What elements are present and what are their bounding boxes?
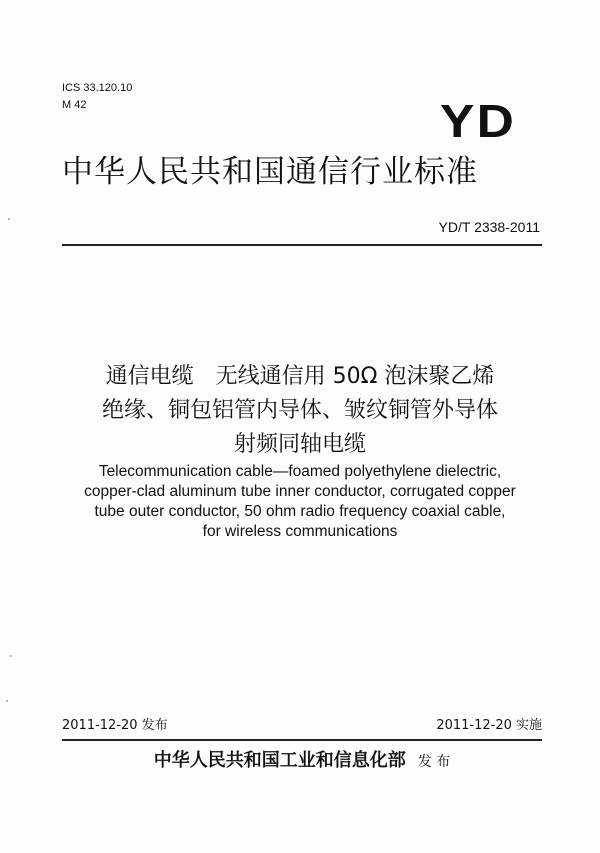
ccs-code: M 42 [62, 99, 87, 111]
yd-logo: YD [440, 95, 517, 147]
footer-divider [62, 739, 542, 741]
publisher-line [62, 748, 542, 775]
title-en-line: Telecommunication cable—foamed polyethylene dielectric, [98, 463, 502, 480]
publish-label: 发 布 [417, 754, 451, 770]
document-title-chinese [40, 360, 560, 462]
classification-codes [62, 80, 132, 114]
standard-category-title: 中华人民共和国通信行业标准 [62, 154, 478, 190]
ics-code: ICS 33.120.10 [62, 82, 133, 94]
title-en-line: copper-clad aluminum tube inner conductor, corrugated copper [84, 483, 516, 500]
title-cn-line: 射频同轴电缆 [233, 432, 366, 457]
issue-date: 2011-12-20 发布 [62, 718, 168, 733]
title-cn-line: 绝缘、铜包铝管内导体、皱纹铜管外导体 [101, 398, 498, 423]
title-cn-line: 通信电缆 无线通信用 50Ω 泡沫聚乙烯 [105, 364, 495, 389]
title-en-line: for wireless communications [202, 523, 398, 540]
scan-speck [6, 700, 8, 702]
document-title-english [40, 462, 560, 542]
header-divider [62, 244, 542, 246]
publisher-name: 中华人民共和国工业和信息化部 [153, 750, 406, 771]
title-en-line: tube outer conductor, 50 ohm radio frequency coaxial cable, [94, 503, 506, 520]
scan-speck [10, 655, 12, 657]
implementation-date: 2011-12-20 实施 [436, 718, 542, 733]
standard-number: YD/T 2338-2011 [438, 219, 540, 235]
scan-speck [8, 218, 10, 220]
